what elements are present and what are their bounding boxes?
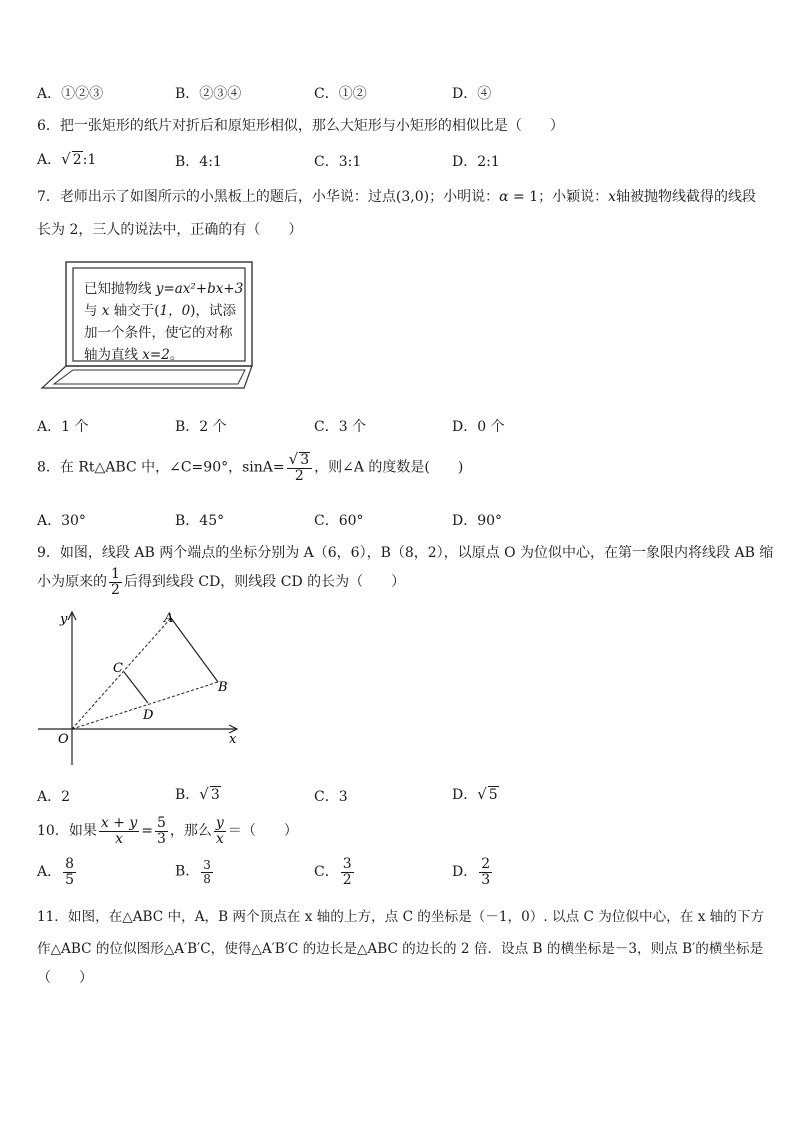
q9-option-b: B．√ 3 <box>175 785 220 803</box>
q6-option-c: C．3:1 <box>314 154 362 170</box>
q7-option-c: C．3 个 <box>314 419 367 435</box>
segment-cd <box>124 672 148 703</box>
q7-text-line1: 7．老师出示了如图所示的小黑板上的题后，小华说：过点(3,0)；小明说：α = 1；小颖说：x轴被抛物线截得的线段 <box>37 189 757 205</box>
board-line-2: 与 x 轴交于(1，0)，试添 <box>84 303 236 319</box>
label-b: B <box>218 680 228 695</box>
q7-option-d: D．0 个 <box>452 419 505 435</box>
q10-option-d: D． $\frac{2}{3}$ <box>452 856 491 888</box>
q8-option-b: B．45° <box>175 513 225 529</box>
q5-option-c: C．①② <box>314 86 367 102</box>
q8-option-a: A．30° <box>37 513 86 529</box>
board-tray <box>42 366 252 388</box>
q10-option-a: A． $\frac{8}{5}$ <box>37 856 75 888</box>
q10-text: 10．如果 $\frac{x + y}{x}$ = $\frac{5}{3}$ ，那么 $\frac{y}{x}$ ＝（ ） <box>37 815 298 847</box>
q5-option-b: B．②③④ <box>175 86 242 102</box>
q9-text-line2: 小为原来的 $\frac{1}{2}$ 后得到线段 CD，则线段 CD 的长为（ ） <box>37 566 406 598</box>
q9-option-a: A．2 <box>37 789 71 805</box>
q9-option-d: D．√ 5 <box>452 785 498 803</box>
q10-option-b: B． $\frac{3}{8}$ <box>175 858 211 886</box>
q5-option-d: D．④ <box>452 86 492 102</box>
q6-option-b: B．4:1 <box>175 154 222 170</box>
segment-figure <box>36 605 251 770</box>
q11-text-line2: 作△ABC 的位似图形△A′B′C，使得△A′B′C 的边长是△ABC 的边长的 2 倍．设点 B 的横坐标是－3，则点 B′的横坐标是 <box>37 941 764 957</box>
board-line-1: 已知抛物线 y=ax²+bx+3 <box>84 281 244 297</box>
q8-option-d: D．90° <box>452 513 503 529</box>
board-tray-inner <box>54 370 245 384</box>
label-a: A <box>164 611 174 626</box>
label-x: x <box>229 732 237 747</box>
label-y: y <box>60 612 68 627</box>
q7-text-line2: 长为 2，三人的说法中，正确的有（ ） <box>37 222 303 238</box>
q8-option-c: C．60° <box>314 513 364 529</box>
q6-text: 6．把一张矩形的纸片对折后和原矩形相似，那么大矩形与小矩形的相似比是（ ） <box>37 118 564 134</box>
q9-text-line1: 9．如图，线段 AB 两个端点的坐标分别为 A（6，6），B（8，2），以原点 O 为位似中心，在第一象限内将线段 AB 缩 <box>37 545 774 561</box>
q11-text-line1: 11．如图，在△ABC 中，A，B 两个顶点在 x 轴的上方，点 C 的坐标是（－1，0）. 以点 C 为位似中心，在 x 轴的下方 <box>37 909 765 925</box>
q5-option-a: A．①②③ <box>37 86 104 102</box>
board-line-3: 加一个条件，使它的对称 <box>84 325 233 341</box>
q7-option-b: B．2 个 <box>175 419 227 435</box>
q7-option-a: A．1 个 <box>37 419 89 435</box>
label-o: O <box>58 732 69 747</box>
q6-option-a: A．√ 2:1 <box>37 150 97 168</box>
q9-option-c: C．3 <box>314 789 348 805</box>
q11-text-line3: （ ） <box>37 970 93 986</box>
label-d: D <box>143 708 154 723</box>
q6-option-d: D．2:1 <box>452 154 500 170</box>
segment-ab <box>171 618 218 682</box>
board-line-4: 轴为直线 x=2。 <box>84 347 184 363</box>
label-c: C <box>113 661 123 676</box>
q10-option-c: C． $\frac{3}{2}$ <box>314 856 352 888</box>
q8-text: 8．在 Rt△ABC 中，∠C=90°，sinA= $\frac{√ 3}{2}$ ，则∠A 的度数是( ) <box>37 450 464 484</box>
